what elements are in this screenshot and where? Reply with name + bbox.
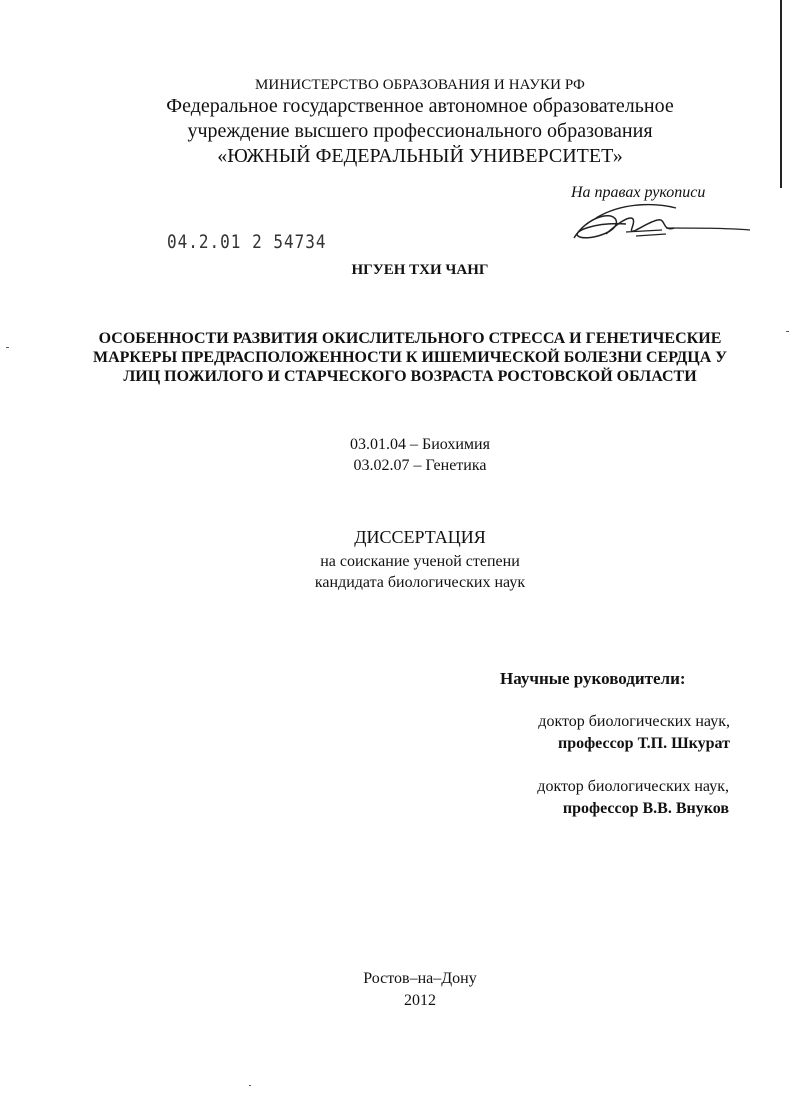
supervisor-1-degree: доктор биологических наук, [538, 713, 730, 730]
dissertation-heading: ДИССЕРТАЦИЯ [354, 527, 486, 547]
handwritten-signature [566, 198, 752, 248]
specialty-genetics: 03.02.07 – Генетика [353, 457, 487, 474]
specialties [0, 434, 794, 476]
thesis-title-line-1: ОСОБЕННОСТИ РАЗВИТИЯ ОКИСЛИТЕЛЬНОГО СТРЕССА И ГЕНЕТИЧЕСКИЕ [98, 330, 722, 347]
degree-line-2: кандидата биологических наук [314, 574, 526, 591]
year: 2012 [404, 992, 436, 1009]
supervisor-2 [537, 776, 729, 820]
degree-line-1: на соискание ученой степени [320, 553, 520, 570]
city: Ростов–на–Дону [363, 970, 477, 987]
author-name: НГУЕН ТХИ ЧАНГ [351, 262, 489, 278]
supervisor-2-name: профессор В.В. Внуков [562, 800, 729, 817]
supervisors-title: Научные руководители: [500, 669, 686, 688]
city-year [0, 968, 794, 1012]
scan-speck [249, 1085, 251, 1086]
dissertation-subtitle [0, 551, 794, 593]
ministry-line: МИНИСТЕРСТВО ОБРАЗОВАНИЯ И НАУКИ РФ [254, 77, 585, 93]
institution-line-3: «ЮЖНЫЙ ФЕДЕРАЛЬНЫЙ УНИВЕРСИТЕТ» [217, 145, 623, 167]
thesis-title-line-3: ЛИЦ ПОЖИЛОГО И СТАРЧЕСКОГО ВОЗРАСТА РОСТОВСКОЙ ОБЛАСТИ [123, 368, 697, 385]
supervisor-1-name: профессор Т.П. Шкурат [557, 735, 730, 752]
supervisor-1 [538, 711, 730, 755]
thesis-title [60, 329, 760, 386]
registration-number: 04.2.01 2 54734 [167, 230, 327, 253]
rights-note: На правах рукописи [571, 184, 706, 201]
supervisor-2-degree: доктор биологических наук, [537, 778, 729, 795]
thesis-title-line-2: МАРКЕРЫ ПРЕДРАСПОЛОЖЕННОСТИ К ИШЕМИЧЕСКОЙ БОЛЕЗНИ СЕРДЦА У [92, 349, 728, 366]
specialty-biochemistry: 03.01.04 – Биохимия [350, 436, 490, 453]
institution-line-1: Федеральное государственное автономное образовательное [166, 95, 674, 117]
institution-line-2: учреждение высшего профессионального образования [187, 120, 653, 142]
scan-speck [786, 331, 789, 332]
scan-speck [6, 347, 9, 348]
